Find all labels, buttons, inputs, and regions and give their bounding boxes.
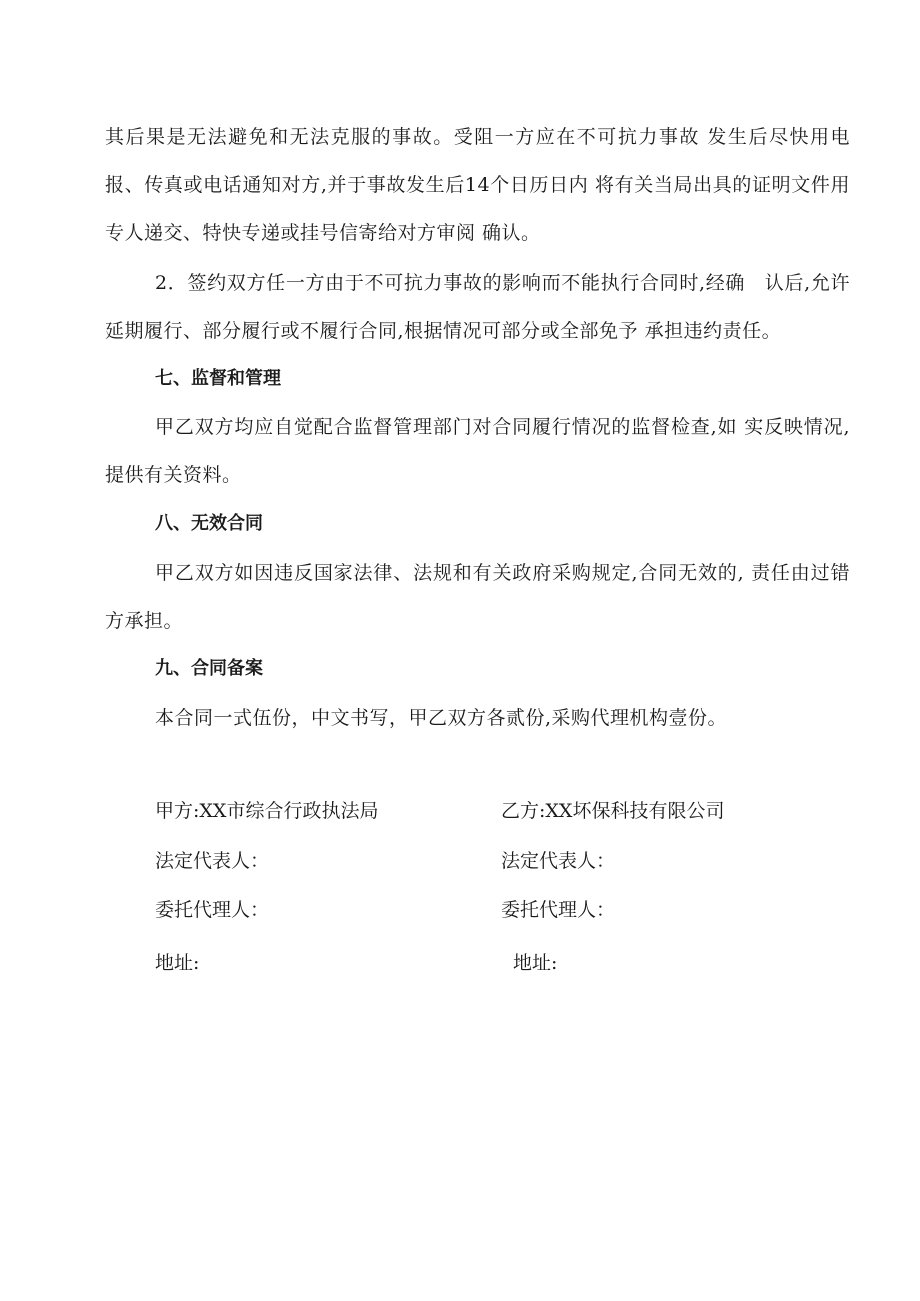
paragraph-force-majeure-continued: 其后果是无法避免和无法克服的事故。受阻一方应在不可抗力事故 发生后尽快用电报、传真或电话通知对方,并于事故发生后14个日历日内 将有关当局出具的证明文件用专人递交、特快专递或挂号信寄给对方审阅 确认。 — [105, 126, 850, 244]
party-a-address: 地址: — [155, 952, 200, 974]
section-heading-supervision: 七、监督和管理 — [155, 368, 281, 389]
party-b-name: 乙方:XX坏保科技有限公司 — [501, 800, 725, 822]
party-a-legal-representative: 法定代表人： — [155, 850, 270, 872]
party-a-name: 甲方:XX市综合行政执法局 — [155, 800, 379, 822]
section-heading-invalid-contract: 八、无效合同 — [155, 513, 263, 534]
party-b-address: 地址: — [513, 952, 558, 974]
section-text-filing: 本合同一式伍份，中文书写，甲乙双方各贰份,采购代理机构壹份。 — [155, 707, 728, 729]
party-b-authorized-agent: 委托代理人： — [501, 899, 616, 921]
party-a-authorized-agent: 委托代理人： — [155, 899, 270, 921]
section-heading-filing: 九、合同备案 — [155, 658, 263, 679]
section-text-supervision: 甲乙双方均应自觉配合监督管理部门对合同履行情况的监督检查,如 实反映情况,提供有关资料。 — [105, 416, 850, 486]
party-b-legal-representative: 法定代表人： — [501, 850, 616, 872]
paragraph-force-majeure-2: 2．签约双方任一方由于不可抗力事故的影响而不能执行合同时,经确 认后,允许延期履行、部分履行或不履行合同,根据情况可部分或全部免予 承担违约责任。 — [105, 272, 850, 342]
section-text-invalid-contract: 甲乙双方如因违反国家法律、法规和有关政府采购规定,合同无效的, 责任由过错方承担。 — [105, 562, 850, 632]
